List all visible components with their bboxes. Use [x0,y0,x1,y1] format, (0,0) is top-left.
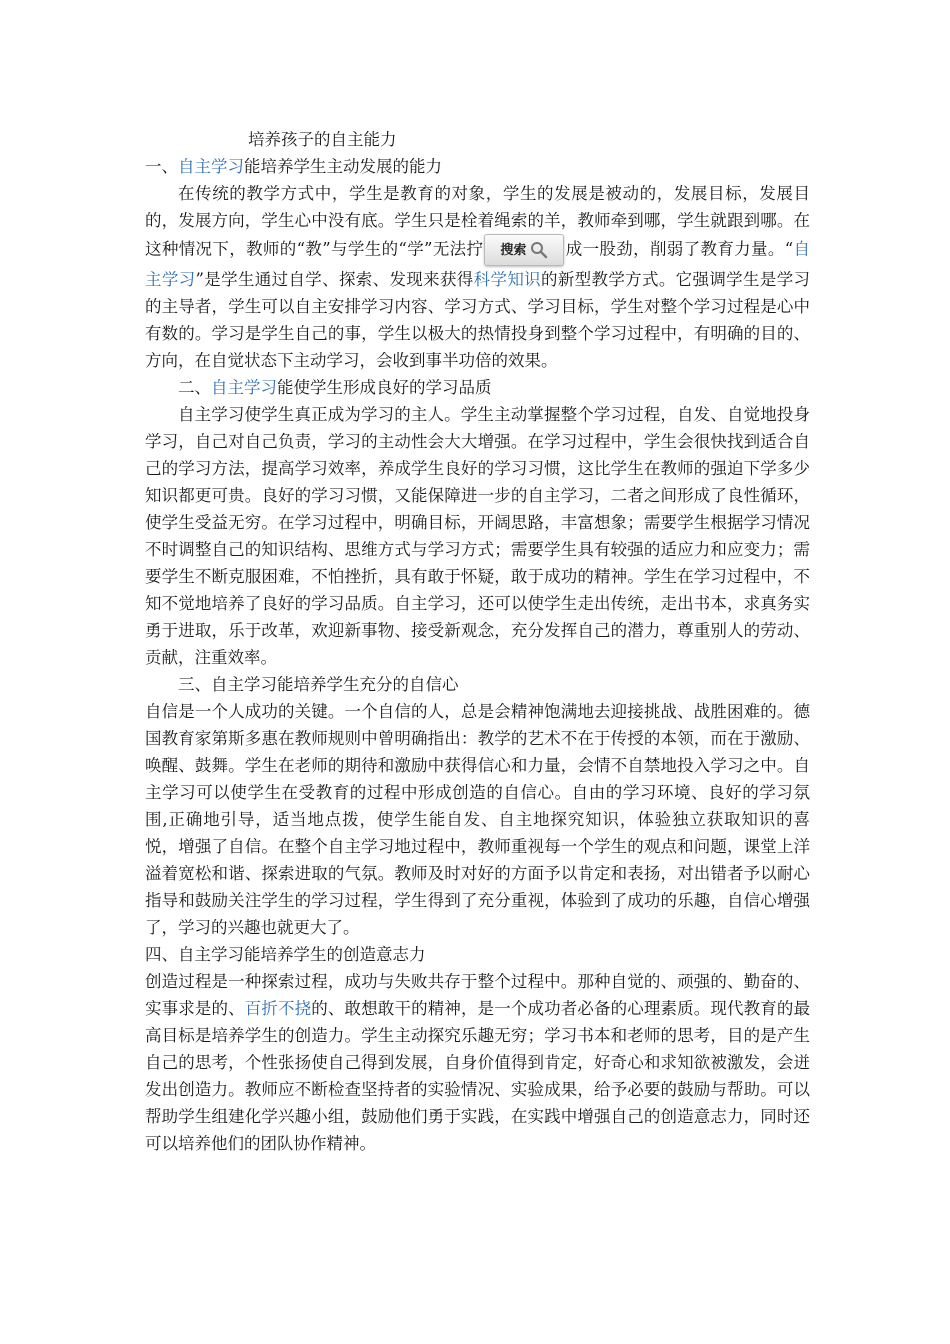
magnifier-icon [530,241,548,259]
search-button-label: 搜索 [500,242,527,258]
scientific-knowledge-link[interactable]: 科学知识 [473,270,541,289]
section-1-heading-text: 能培养学生主动发展的能力 [244,157,442,176]
section-1-heading [145,153,810,180]
section-4-heading: 四、自主学习能培养学生的创造意志力 [145,945,426,964]
section-2-number: 二、 [178,378,211,397]
perseverance-link[interactable]: 百折不挠 [244,999,312,1018]
section-4-text-b: 的、敢想敢干的精神，是一个成功者必备的心理素质。现代教育的最高目标是培养学生的创造力。学生主动探究乐趣无穷；学习书本和老师的思考，目的是产生自己的思考，个性张扬使自己得到发展，自身价值得到肯定，好奇心和求知欲被激发，会迸发出创造力。教师应不断检查坚持者的实验情况、实验成果，给予必要的鼓励与帮助。可以帮助学生组建化学兴趣小组，鼓励他们勇于实践，在实践中增强自己的创造意志力，同时还可以培养他们的团队协作精神。 [145,999,811,1153]
section-1-number: 一、 [145,157,178,176]
section-2-paragraph: 自主学习使学生真正成为学习的主人。学生主动掌握整个学习过程，自发、自觉地投身学习，自己对自己负责，学习的主动性会大大增强。在学习过程中，学生会很快找到适合自己的学习方法，提高学习效率，养成学生良好的学习习惯，这比学生在教师的强迫下学多少知识都更可贵。良好的学习习惯，又能保障进一步的自主学习，二者之间形成了良性循环，使学生受益无穷。在学习过程中，明确目标，开阔思路，丰富想象；需要学生根据学习情况不时调整自己的知识结构、思维方式与学习方式；需要学生具有较强的适应力和应变力；需要学生不断克服困难，不怕挫折，具有敢于怀疑，敢于成功的精神。学生在学习过程中，不知不觉地培养了良好的学习品质。自主学习，还可以使学生走出传统，走出书本，求真务实勇于进取，乐于改革，欢迎新事物、接受新观念，充分发挥自己的潜力，尊重别人的劳动、贡献，注重效率。 [145,405,810,667]
section-3-heading: 三、自主学习能培养学生充分的自信心 [178,675,459,694]
section-1-text-b: 成一股劲，削弱了教育力量。“ [565,239,794,259]
document-title: 培养孩子的自主能力 [248,130,397,149]
section-4-text-a: 创造过程是一种探索过程，成功与失败共存于整个过程中。那种自觉的、顽强的、勤奋的、实事求是的、 [145,972,810,1018]
autonomous-learning-link-2[interactable]: 自主学习 [145,239,811,289]
autonomous-learning-link-3[interactable]: 自主学习 [211,378,277,397]
autonomous-learning-link[interactable]: 自主学习 [178,157,244,176]
section-2-heading-text: 能使学生形成良好的学习品质 [277,378,492,397]
search-button[interactable] [484,234,564,266]
section-1-text-d: 的新型教学方式。它强调学生是学习的主导者，学生可以自主安排学习内容、学习方式、学习目标，学生对整个学习过程是心中有数的。学习是学生自己的事，学生以极大的热情投身到整个学习过程中，有明确的目的、方向，在自觉状态下主动学习，会收到事半功倍的效果。 [145,270,811,370]
document-page [145,126,810,1157]
section-1-paragraph [145,180,810,374]
section-1-text-a: 在传统的教学方式中，学生是教育的对象，学生的发展是被动的，发展目标，发展目的，发展方向，学生心中没有底。学生只是栓着绳索的羊，教师牵到哪，学生就跟到哪。在这种情况下，教师的“教”与学生的“学”无法拧 [145,184,810,259]
section-3-paragraph: 自信是一个人成功的关键。一个自信的人，总是会精神饱满地去迎接挑战、战胜困难的。德国教育家第斯多惠在教师规则中曾明确指出：教学的艺术不在于传授的本领，而在于激励、唤醒、鼓舞。学生在老师的期待和激励中获得信心和力量，会情不自禁地投入学习之中。自主学习可以使学生在受教育的过程中形成创造的自信心。自由的学习环境、良好的学习氛围,正确地引导，适当地点拨，使学生能自发、自主地探究知识，体验独立获取知识的喜悦，增强了自信。在整个自主学习地过程中，教师重视每一个学生的观点和问题，课堂上洋溢着宽松和谐、探索进取的气氛。教师及时对好的方面予以肯定和表扬，对出错者予以耐心指导和鼓励关注学生的学习过程，学生得到了充分重视，体验到了成功的乐趣，自信心增强了，学习的兴趣也就更大了。 [145,702,810,937]
section-2-heading [145,374,810,401]
section-1-text-c: ”是学生通过自学、探索、发现来获得 [195,270,474,289]
section-4-paragraph [145,968,810,1157]
